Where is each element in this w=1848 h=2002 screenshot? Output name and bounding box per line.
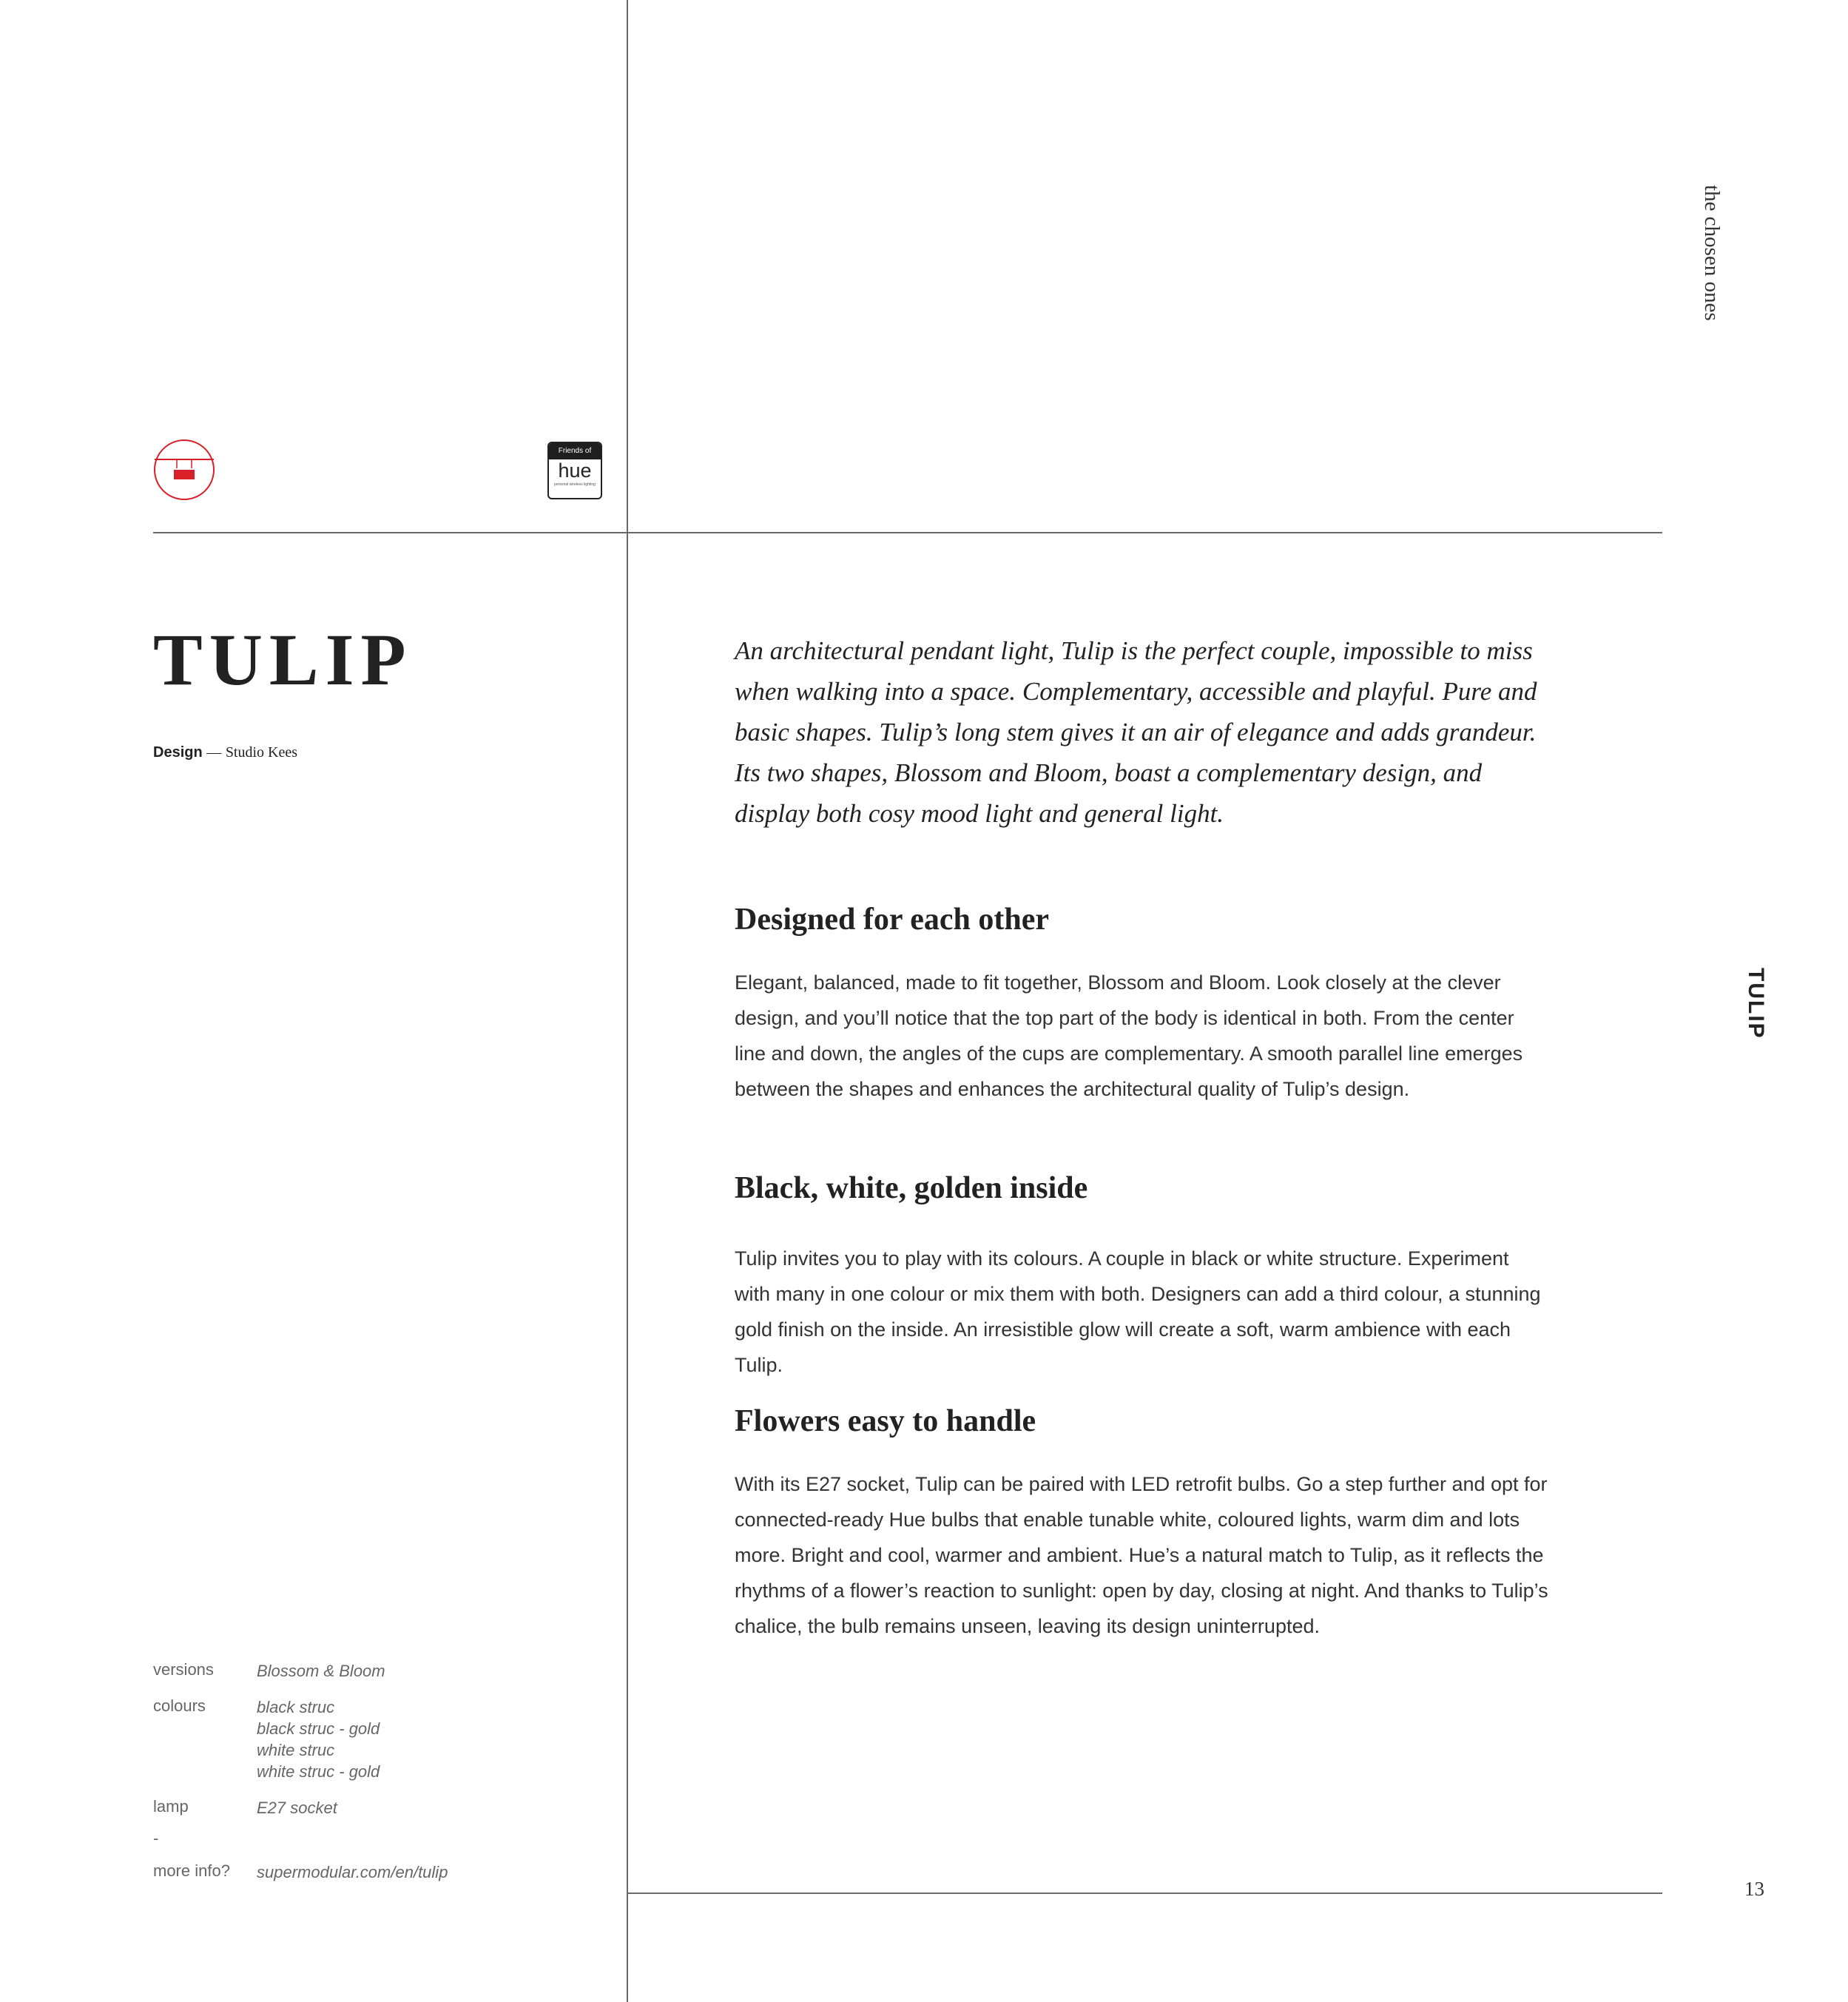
section-body: Elegant, balanced, made to fit together, Blossom and Bloom. Look closely at the clever design, and you’ll notice that the top part of the body is identical in both. From the center line and down, the angles of the cups are complementary. A smooth parallel line emerges between the shapes and enhances the architectural quality of Tulip’s design. — [735, 971, 1523, 1100]
vertical-column-rule — [627, 0, 628, 2002]
spec-versions — [153, 1660, 448, 1682]
spec-label: more info? — [153, 1861, 230, 1880]
badge-word: hue — [558, 459, 592, 482]
badge-tagline: personal wireless lighting — [554, 482, 596, 487]
spec-label: versions — [153, 1660, 214, 1679]
section-heading: Flowers easy to handle — [735, 1404, 1036, 1438]
design-credit — [153, 744, 297, 761]
header-rule — [153, 532, 1662, 533]
side-title: TULIP — [1744, 968, 1768, 1039]
section-body: Tulip invites you to play with its colours. A couple in black or white structure. Experiment with many in one colour or mix them with both. Designers can add a third colour, a stunning gold finish on the inside. An irresistible glow will create a soft, warm ambience with each Tulip. — [735, 1247, 1541, 1376]
spec-label: colours — [153, 1696, 206, 1715]
spec-list — [153, 1660, 448, 1898]
more-info-link[interactable]: supermodular.com/en/tulip — [257, 1863, 448, 1881]
colour-option: white struc — [257, 1741, 335, 1759]
spec-colours — [153, 1696, 448, 1782]
colour-option: black struc - gold — [257, 1719, 380, 1738]
footer-rule — [628, 1893, 1662, 1894]
intro-paragraph: An architectural pendant light, Tulip is the perfect couple, impossible to miss when walking into a space. Complementary, accessible and playful. Pure and basic shapes. Tulip’s long stem gives it an air of elegance and adds grandeur. Its two shapes, Blossom and Bloom, boast a complementary design, and display both cosy mood light and general light. — [735, 636, 1537, 828]
colour-option: black struc — [257, 1698, 335, 1716]
spec-value: Blossom & Bloom — [257, 1662, 385, 1680]
spec-lamp — [153, 1797, 448, 1819]
credit-label: Design — [153, 744, 203, 761]
pendant-lamp-icon — [153, 439, 215, 501]
credit-separator: — — [206, 744, 222, 761]
section-body: With its E27 socket, Tulip can be paired with LED retrofit bulbs. Go a step further and opt for connected-ready Hue bulbs that enable tunable white, coloured lights, warm dim and lots more. Bright and cool, warmer and ambient. Hue’s a natural match to Tulip, as it reflects the rhythms of a flower’s reaction to sunlight: open by day, closing at night. And thanks to Tulip’s chalice, the bulb remains unseen, leaving its design uninterrupted. — [735, 1473, 1548, 1637]
section-heading: Black, white, golden inside — [735, 1171, 1088, 1205]
credit-name: Studio Kees — [225, 744, 298, 761]
badge-band: Friends of — [549, 443, 601, 459]
friends-of-hue-badge — [547, 442, 602, 499]
spec-divider-dash: - — [153, 1829, 159, 1847]
section-heading: Designed for each other — [735, 903, 1049, 937]
spec-value-list — [257, 1696, 380, 1782]
spec-more-info — [153, 1861, 448, 1883]
product-title: TULIP — [153, 619, 413, 701]
spec-label: lamp — [153, 1797, 189, 1816]
colour-option: white struc - gold — [257, 1762, 380, 1781]
page-number: 13 — [1744, 1878, 1764, 1900]
running-head: the chosen ones — [1700, 185, 1724, 321]
spec-value: E27 socket — [257, 1799, 337, 1817]
